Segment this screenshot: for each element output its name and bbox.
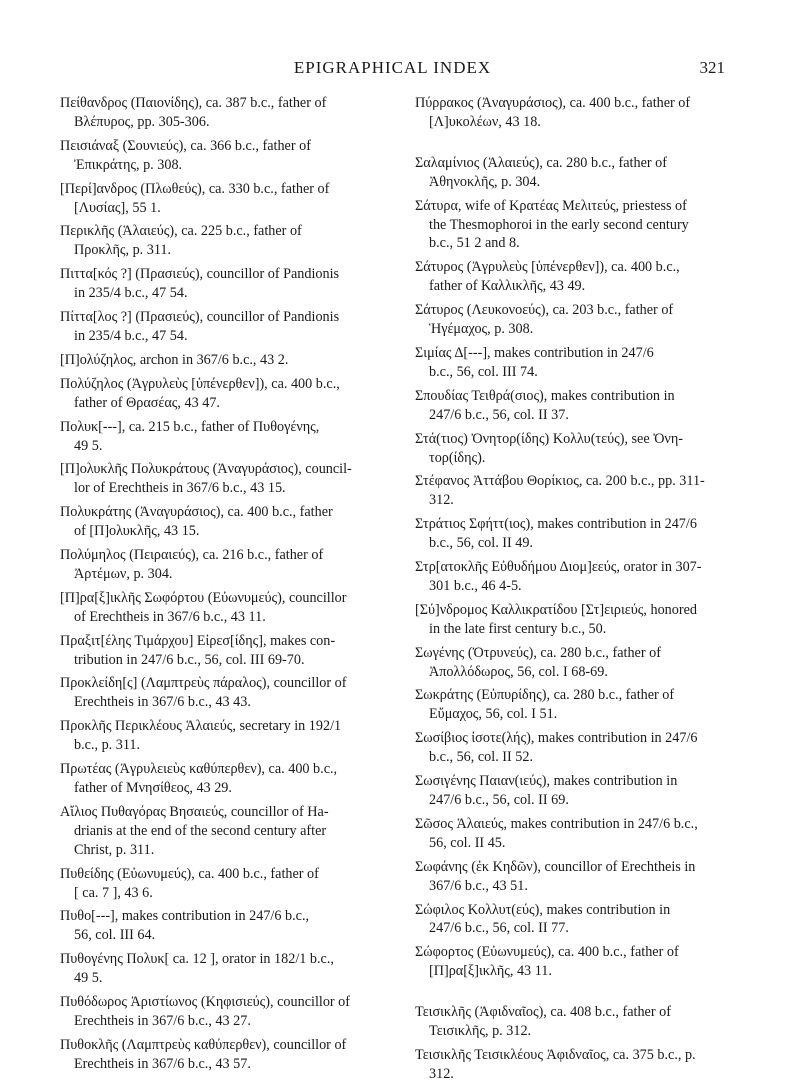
index-entry: Σώφορτος (Εὐωνυμεύς), ca. 400 b.c., father of [Π]ρα[ξ]ικλῆς, 43 11. (415, 944, 679, 980)
right-column (415, 94, 725, 1089)
index-entry: Σωφάνης (ἐκ Κηδῶν), councillor of Erechtheis in 367/6 b.c., 43 51. (415, 858, 696, 894)
index-entry: Πύρρακος (Ἀναγυράσιος), ca. 400 b.c., father of [Λ]υκολέων, 43 18. (415, 95, 691, 130)
index-entry: Πεισιάναξ (Σουνιεύς), ca. 366 b.c., father of Ἐπικράτης, p. 308. (60, 137, 311, 173)
index-entry: Πυθογένης Πολυκ[ ca. 12 ], orator in 182/1 b.c., 49 5. (60, 951, 334, 987)
index-entry: Προκλῆς Περικλέους Ἁλαιεύς, secretary in 192/1 b.c., p. 311. (60, 718, 342, 754)
index-entry: Περικλῆς (Ἁλαιεύς), ca. 225 b.c., father of Προκλῆς, p. 311. (60, 223, 302, 259)
index-entry: [Σύ]νδρομος Καλλικρατίδου [Στ]ειριεύς, honored in the late first century b.c., 50. (415, 601, 697, 637)
index-entry: Σώφιλος Κολλυτ(εύς), makes contribution in 247/6 b.c., 56, col. II 77. (415, 901, 671, 937)
index-entry: Πείθανδρος (Παιονίδης), ca. 387 b.c., father of Βλέπυρος, pp. 305-306. (60, 95, 327, 130)
index-entry: Σιμίας Δ[---], makes contribution in 247/6 b.c., 56, col. III 74. (415, 344, 654, 380)
index-entry: Προκλείδη[ς] (Λαμπτρεὺς πάραλος), councillor of Erechtheis in 367/6 b.c., 43 43. (60, 675, 347, 711)
index-entry: Σωσιγένης Παιαν(ιεύς), makes contribution in 247/6 b.c., 56, col. II 69. (415, 773, 678, 808)
index-entry: Στρ[ατοκλῆς Εὐθυδήμου Διομ]εεύς, orator in 307- 301 b.c., 46 4-5. (415, 559, 702, 594)
index-entry: [Περί]ανδρος (Πλωθεύς), ca. 330 b.c., father of [Λυσίας], 55 1. (60, 180, 330, 216)
index-entry: Τεισικλῆς (Ἀφιδναῖος), ca. 408 b.c., father of Τεισικλῆς, p. 312. (415, 1004, 671, 1040)
index-entry: Σάτυρος (Λευκονοεύς), ca. 203 b.c., father of Ἡγέμαχος, p. 308. (415, 302, 674, 338)
index-entry: Σωγένης (Ὀτρυνεύς), ca. 280 b.c., father of Ἀπολλόδωρος, 56, col. I 68-69. (415, 644, 661, 680)
index-entry: Αἴλιος Πυθαγόρας Βησαιεύς, councillor of Ha- drianis at the end of the second century after Christ, p. 311. (60, 803, 329, 858)
index-entry: Πυθείδης (Εὐωνυμεύς), ca. 400 b.c., father of [ ca. 7 ], 43 6. (60, 865, 319, 901)
index-entry: Πίττα[λος ?] (Πρασιεύς), councillor of Pandionis in 235/4 b.c., 47 54. (60, 309, 340, 344)
index-entry: Πυθο[---], makes contribution in 247/6 b.c., 56, col. III 64. (60, 908, 310, 944)
index-entry: Πολύμηλος (Πειραιεύς), ca. 216 b.c., father of Ἀρτέμων, p. 304. (60, 547, 324, 582)
index-entry: Πραξιτ[έλης Τιμάρχου] Εἰρεσ[ίδης], makes con- tribution in 247/6 b.c., 56, col. III 69-70. (60, 632, 336, 668)
index-entry: Πιττα[κός ?] (Πρασιεύς), councillor of Pandionis in 235/4 b.c., 47 54. (60, 266, 340, 302)
index-entry: Πυθόδωρος Ἀριστίωνος (Κηφισιεύς), councillor of Erechtheis in 367/6 b.c., 43 27. (60, 994, 351, 1029)
index-entry: Σωσίβιος ἰσοτε(λής), makes contribution in 247/6 b.c., 56, col. II 52. (415, 730, 698, 766)
index-entry: Στά(τιος) Ὀνητορ(ίδης) Κολλυ(τεύς), see Ὀνη- τορ(ίδης). (415, 430, 683, 466)
index-entry: Στέφανος Ἀττάβου Θορίκιος, ca. 200 b.c., pp. 311- 312. (415, 473, 705, 509)
index-entry: Πολυκ[---], ca. 215 b.c., father of Πυθογένης, 49 5. (60, 418, 320, 454)
running-title: EPIGRAPHICAL INDEX (293, 58, 492, 77)
index-entry: Σῶσος Ἁλαιεύς, makes contribution in 247/6 b.c., 56, col. II 45. (415, 815, 698, 851)
index-entry: Σπουδίας Τειθρά(σιος), makes contribution in 247/6 b.c., 56, col. II 37. (415, 387, 675, 423)
index-entry: Πυθοκλῆς (Λαμπτρεὺς καθύπερθεν), councillor of Erechtheis in 367/6 b.c., 43 57. (60, 1036, 347, 1072)
index-entry: Σαλαμίνιος (Ἁλαιεύς), ca. 280 b.c., father of Ἀθηνοκλῆς, p. 304. (415, 154, 667, 190)
index-entry: [Π]ολυκλῆς Πολυκράτους (Ἀναγυράσιος), council- lor of Erechtheis in 367/6 b.c., 43 15. (60, 461, 352, 497)
index-entry: Τεισικλῆς Τεισικλέους Ἀφιδναῖος, ca. 375 b.c., p. 312. (415, 1046, 696, 1082)
index-entry: Σάτυρος (Ἀγρυλεὺς [ὑπένερθεν]), ca. 400 b.c., father of Καλλικλῆς, 43 49. (415, 259, 680, 295)
left-column (60, 94, 375, 1079)
index-entry: Πρωτέας (Ἀγρυλειεὺς καθύπερθεν), ca. 400 b.c., father of Μνησίθεος, 43 29. (60, 761, 338, 796)
index-entry: Πολύζηλος (Ἀγρυλεὺς [ὑπένερθεν]), ca. 400 b.c., father of Θρασέας, 43 47. (60, 375, 340, 411)
index-entry: Πολυκράτης (Ἀναγυράσιος), ca. 400 b.c., father of [Π]ολυκλῆς, 43 15. (60, 504, 333, 540)
index-entry: Σάτυρα, wife of Κρατέας Μελιτεύς, priestess of the Thesmophoroi in the early second century b.c., 51 2 and 8. (415, 197, 689, 252)
page-header (60, 58, 725, 82)
index-entry: Σωκράτης (Εὐπυρίδης), ca. 280 b.c., father of Εὔμαχος, 56, col. I 51. (415, 687, 675, 723)
index-entry: Στράτιος Σφήττ(ιος), makes contribution in 247/6 b.c., 56, col. II 49. (415, 516, 697, 552)
page-number: 321 (699, 58, 725, 77)
index-entry: [Π]ολύζηλος, archon in 367/6 b.c., 43 2. (60, 351, 289, 368)
index-entry: [Π]ρα[ξ]ικλῆς Σωφόρτου (Εὐωνυμεύς), councillor of Erechtheis in 367/6 b.c., 43 11. (60, 589, 347, 625)
